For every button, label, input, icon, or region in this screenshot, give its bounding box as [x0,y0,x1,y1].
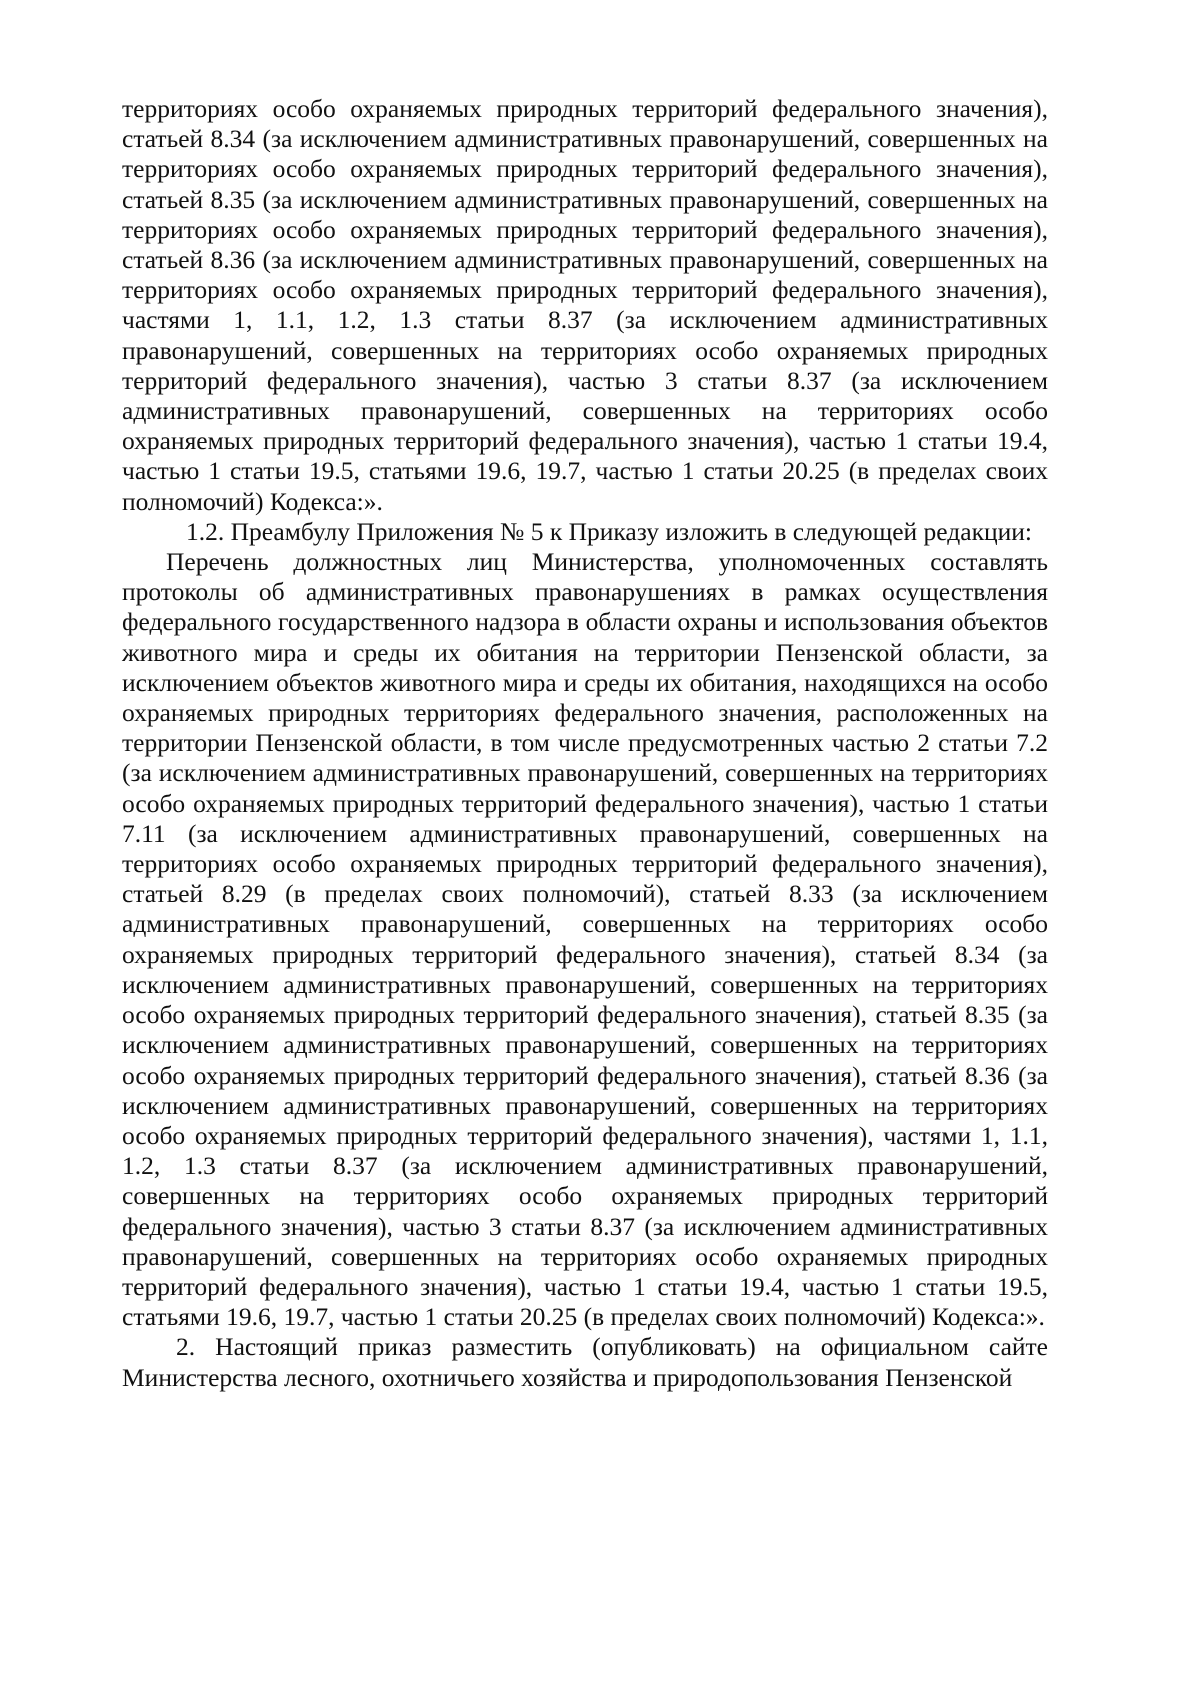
paragraph-item-1-2: 1.2. Преамбулу Приложения № 5 к Приказу изложить в следующей редакции: [186,516,1032,546]
document-body [122,94,1048,1393]
paragraph-item-2: 2. Настоящий приказ разместить (опубликовать) на официальном сайте Министерства лесного, охотничьего хозяйства и природопользования Пензенской [122,1332,1048,1392]
paragraph-continuation: территориях особо охраняемых природных территорий федерального значения), статьей 8.34 (за исключением административных правонарушений, совершенных на территориях особо охраняемых природных территорий федерального значения), статьей 8.35 (за исключением административных правонарушений, совершенных на территориях особо охраняемых природных территорий федерального значения), статьей 8.36 (за исключением административных правонарушений, совершенных на территориях особо охраняемых природных территорий федерального значения), частями 1, 1.1, 1.2, 1.3 статьи 8.37 (за исключением административных правонарушений, совершенных на территориях особо охраняемых природных территорий федерального значения), частью 3 статьи 8.37 (за исключением административных правонарушений, совершенных на территориях особо охраняемых природных территорий федерального значения), частью 1 статьи 19.4, частью 1 статьи 19.5, статьями 19.6, 19.7, частью 1 статьи 20.25 (в пределах своих полномочий) Кодекса:». [122,94,1048,516]
paragraph-preamble: Перечень должностных лиц Министерства, уполномоченных составлять протоколы об административных правонарушениях в рамках осуществления федерального государственного надзора в области охраны и использования объектов животного мира и среды их обитания на территории Пензенской области, за исключением объектов животного мира и среды их обитания, находящихся на особо охраняемых природных территориях федерального значения, расположенных на территории Пензенской области, в том числе предусмотренных частью 2 статьи 7.2 (за исключением административных правонарушений, совершенных на территориях особо охраняемых природных территорий федерального значения), частью 1 статьи 7.11 (за исключением административных правонарушений, совершенных на территориях особо охраняемых природных территорий федерального значения), статьей 8.29 (в пределах своих полномочий), статьей 8.33 (за исключением административных правонарушений, совершенных на территориях особо охраняемых природных территорий федерального значения), статьей 8.34 (за исключением административных правонарушений, совершенных на территориях особо охраняемых природных территорий федерального значения), статьей 8.35 (за исключением административных правонарушений, совершенных на территориях особо охраняемых природных территорий федерального значения), статьей 8.36 (за исключением административных правонарушений, совершенных на территориях особо охраняемых природных территорий федерального значения), частями 1, 1.1, 1.2, 1.3 статьи 8.37 (за исключением административных правонарушений, совершенных на территориях особо охраняемых природных территорий федерального значения), частью 3 статьи 8.37 (за исключением административных правонарушений, совершенных на территориях особо охраняемых природных территорий федерального значения), частью 1 статьи 19.4, частью 1 статьи 19.5, статьями 19.6, 19.7, частью 1 статьи 20.25 (в пределах своих полномочий) Кодекса:». [122,547,1048,1332]
